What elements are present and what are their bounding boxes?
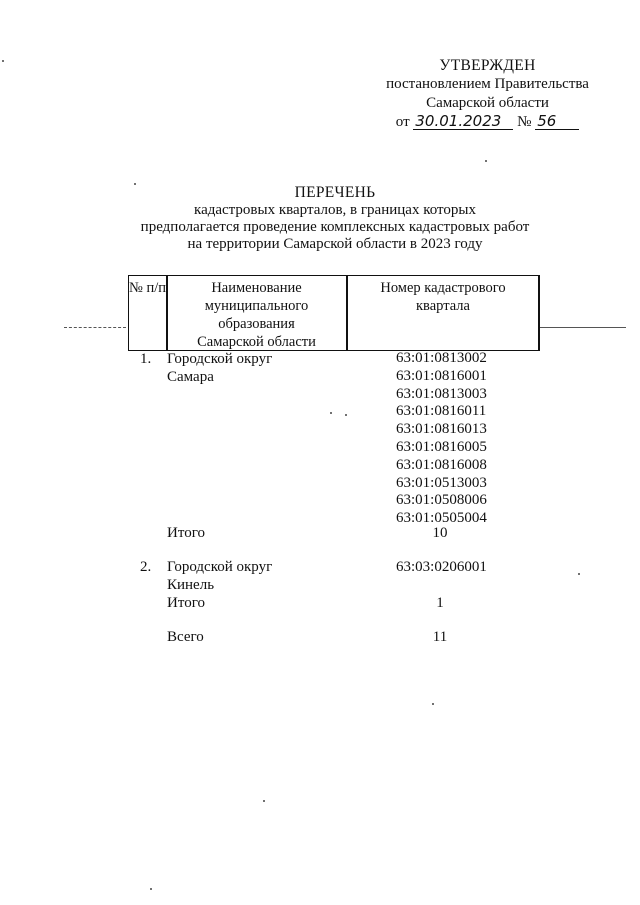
entry-name-line-1: Городской округ — [167, 351, 273, 367]
total-value: 11 — [432, 629, 448, 645]
cadastral-code: 63:01:0816008 — [396, 456, 487, 473]
header-municipality — [167, 276, 347, 350]
cadastral-code: 63:03:0206001 — [396, 559, 487, 575]
header-municipality-label: Наименование муниципального образования Самарской области — [197, 280, 316, 350]
cadastral-code: 63:01:0508006 — [396, 492, 487, 509]
cadastral-code-list — [396, 350, 487, 528]
date-prefix: от — [395, 114, 410, 130]
header-cadastral — [348, 276, 539, 350]
document-heading: ПЕРЕЧЕНЬ — [294, 184, 376, 201]
scan-speck — [485, 160, 487, 162]
document-title-block — [100, 184, 570, 253]
title-line-3: на территории Самарской области в 2023 году — [187, 236, 483, 252]
header-number — [129, 276, 167, 350]
entry-name-line-2: Самара — [167, 369, 214, 385]
scan-speck — [150, 888, 152, 890]
approval-line-1: постановлением Правительства — [386, 76, 589, 92]
cadastral-code: 63:01:0813002 — [396, 350, 487, 366]
total-label: Всего — [167, 629, 204, 645]
approval-date-line — [370, 113, 605, 132]
number-prefix: № — [517, 114, 532, 130]
cadastral-code: 63:01:0816011 — [396, 403, 487, 420]
cadastral-code: 63:01:0816005 — [396, 438, 487, 455]
table-header — [128, 275, 540, 351]
subtotal-label: Итого — [167, 525, 205, 541]
entry-name-line-2: Кинель — [167, 577, 215, 593]
approval-block — [370, 56, 605, 132]
scan-speck — [345, 414, 347, 416]
scan-speck — [432, 703, 434, 705]
scan-speck — [2, 60, 4, 62]
title-line-2: предполагается проведение комплексных кадастровых работ — [140, 219, 530, 235]
entry-number: 1. — [140, 351, 152, 367]
cadastral-code: 63:01:0505004 — [396, 510, 487, 527]
subtotal-label: Итого — [167, 595, 205, 611]
scan-line-right — [540, 327, 626, 328]
header-cadastral-label: Номер кадастрового квартала — [380, 280, 506, 314]
scan-speck — [263, 800, 265, 802]
scan-speck — [330, 412, 332, 414]
cadastral-code: 63:01:0816013 — [396, 421, 487, 438]
entry-name-line-1: Городской округ — [167, 559, 273, 575]
scan-speck — [134, 183, 136, 185]
approval-line-2: Самарской области — [426, 95, 549, 111]
title-line-1: кадастровых кварталов, в границах которых — [194, 202, 476, 218]
entry-number: 2. — [140, 559, 152, 575]
cadastral-code: 63:01:0513003 — [396, 474, 487, 491]
scan-speck — [578, 573, 580, 575]
handwritten-date: 30.01.2023 — [413, 113, 513, 130]
subtotal-value: 10 — [432, 525, 448, 541]
cadastral-code: 63:01:0813003 — [396, 385, 487, 402]
subtotal-value: 1 — [436, 595, 444, 611]
cadastral-code: 63:01:0816001 — [396, 367, 487, 384]
scan-dash-left — [64, 327, 126, 328]
handwritten-number: 56 — [535, 113, 579, 130]
approval-title: УТВЕРЖДЕН — [439, 57, 536, 74]
header-number-label: № п/п — [129, 280, 167, 296]
